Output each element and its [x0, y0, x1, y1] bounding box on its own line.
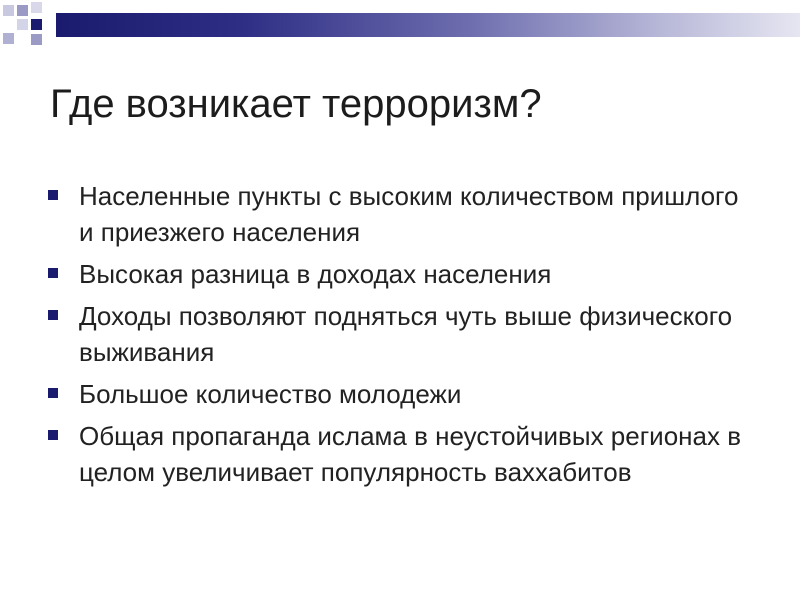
- list-item: [48, 298, 748, 370]
- bullet-text: Общая пропаганда ислама в неустойчивых регионах в целом увеличивает популярность ваххабитов: [79, 421, 742, 487]
- square-bullet-icon: [48, 430, 58, 440]
- square-bullet-icon: [48, 268, 58, 278]
- square-bullet-icon: [48, 310, 58, 320]
- list-item: [48, 376, 748, 412]
- decor-square: [31, 19, 42, 30]
- square-bullet-icon: [48, 190, 58, 200]
- header-decoration: [0, 0, 800, 50]
- decor-square: [31, 2, 42, 13]
- square-bullet-icon: [48, 388, 58, 398]
- bullet-text: Большое количество молодежи: [79, 379, 462, 409]
- bullet-text: Доходы позволяют подняться чуть выше физического выживания: [79, 301, 733, 367]
- list-item: [48, 178, 748, 250]
- decor-square: [31, 34, 42, 45]
- bullet-list: [48, 178, 748, 496]
- decor-square: [17, 19, 28, 30]
- list-item: [48, 418, 748, 490]
- bullet-text: Населенные пункты с высоким количеством пришлого и приезжего населения: [79, 181, 739, 247]
- list-item: [48, 256, 748, 292]
- decor-square: [3, 33, 14, 44]
- bullet-text: Высокая разница в доходах населения: [79, 259, 552, 289]
- decor-square: [3, 5, 14, 16]
- slide-title: Где возникает терроризм?: [50, 82, 542, 126]
- header-gradient-bar: [56, 13, 800, 37]
- decor-square: [17, 5, 28, 16]
